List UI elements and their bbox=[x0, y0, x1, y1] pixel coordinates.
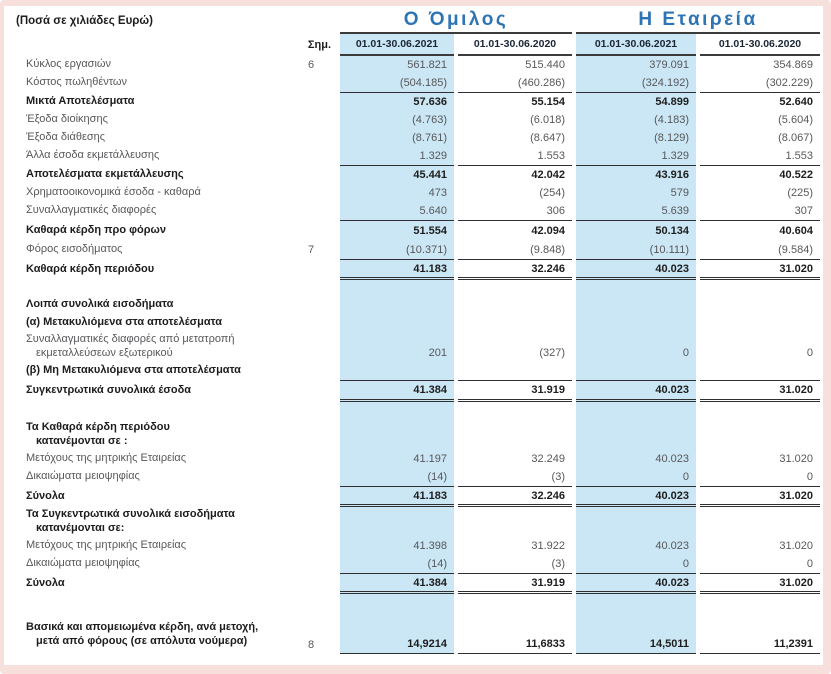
value-cell: 1.329 bbox=[340, 147, 454, 165]
value-cell: (9.584) bbox=[778, 244, 813, 256]
row-label bbox=[10, 362, 288, 380]
value-cell bbox=[340, 402, 454, 420]
value-cell: 31.919 bbox=[458, 380, 572, 402]
row-label-line: εκμεταλλεύσεων εξωτερικού bbox=[36, 347, 173, 359]
row-label-line: Συναλλαγματικές διαφορές από μετατροπή bbox=[26, 333, 235, 346]
value-cell bbox=[340, 420, 454, 450]
note-cell bbox=[288, 420, 334, 450]
value-cell bbox=[700, 362, 820, 380]
table-row bbox=[10, 362, 823, 380]
value-cell: 31.020 bbox=[700, 486, 820, 507]
value-cell: (302.229) bbox=[765, 77, 813, 89]
table-row bbox=[10, 129, 823, 147]
value-cell: 41.183 bbox=[340, 259, 454, 280]
value-cell: 41.384 bbox=[340, 380, 454, 402]
value-cell bbox=[340, 362, 454, 380]
value-cell: 379.091 bbox=[576, 56, 696, 74]
value-cell: (10.371) bbox=[340, 241, 454, 259]
value-cell: (8.761) bbox=[340, 129, 454, 147]
value-cell: 11,6833 bbox=[458, 616, 572, 654]
value-cell: 0 bbox=[806, 471, 813, 483]
value-cell: 307 bbox=[794, 205, 813, 217]
value-cell: (4.763) bbox=[340, 111, 454, 129]
table-row bbox=[10, 594, 823, 616]
value-cell: (6.018) bbox=[530, 114, 565, 126]
value-cell: 32.249 bbox=[531, 453, 565, 465]
financial-table bbox=[10, 56, 823, 654]
value-cell: 57.636 bbox=[340, 92, 454, 111]
table-row bbox=[10, 92, 823, 111]
value-cell bbox=[458, 362, 572, 380]
note-cell: 7 bbox=[307, 244, 315, 256]
value-cell: 561.821 bbox=[340, 56, 454, 74]
table-row bbox=[10, 486, 823, 507]
row-label-line: Συγκεντρωτικά συνολικά έσοδα bbox=[26, 384, 192, 397]
value-cell: 201 bbox=[340, 332, 454, 362]
row-label-line: Κόστος πωληθέντων bbox=[26, 76, 128, 89]
note-cell bbox=[288, 468, 334, 486]
note-cell bbox=[288, 220, 334, 241]
row-label bbox=[10, 129, 288, 147]
row-label-line: Μετόχους της μητρικής Εταιρείας bbox=[26, 539, 187, 552]
table-row bbox=[10, 450, 823, 468]
value-cell: 11,2391 bbox=[700, 616, 820, 654]
note-cell: 8 bbox=[307, 639, 315, 651]
period-header-cell: 01.01-30.06.2020 bbox=[458, 34, 572, 56]
row-label-line: κατανέμονται σε : bbox=[36, 435, 128, 447]
value-cell: 5.640 bbox=[340, 202, 454, 220]
table-row bbox=[10, 56, 823, 74]
row-label-line: μετά από φόρους (σε απόλυτα νούμερα) bbox=[36, 635, 248, 647]
value-cell: 40.023 bbox=[576, 573, 696, 594]
value-cell: 0 bbox=[806, 347, 813, 359]
value-cell bbox=[700, 507, 820, 537]
table-row bbox=[10, 74, 823, 92]
table-header-periods bbox=[10, 34, 823, 56]
value-cell: 32.246 bbox=[458, 259, 572, 280]
value-cell: 306 bbox=[546, 205, 565, 217]
note-cell bbox=[288, 332, 334, 362]
row-label-line: Δικαιώματα μειοψηφίας bbox=[26, 557, 140, 570]
row-label bbox=[10, 111, 288, 129]
value-cell: 42.094 bbox=[458, 220, 572, 241]
value-cell: 40.522 bbox=[700, 165, 820, 184]
note-cell bbox=[288, 573, 334, 594]
value-cell: 31.922 bbox=[531, 540, 565, 552]
value-cell bbox=[700, 280, 820, 296]
value-cell: 42.042 bbox=[458, 165, 572, 184]
value-cell: 40.023 bbox=[576, 380, 696, 402]
note-cell bbox=[288, 259, 334, 280]
row-label bbox=[10, 420, 288, 450]
table-row bbox=[10, 184, 823, 202]
value-cell bbox=[458, 594, 572, 616]
value-cell: (504.185) bbox=[340, 74, 454, 92]
row-label-line: Καθαρά κέρδη προ φόρων bbox=[26, 223, 166, 236]
value-cell bbox=[700, 314, 820, 332]
value-cell: 52.640 bbox=[700, 92, 820, 111]
group-header-omilos bbox=[340, 8, 572, 34]
value-cell bbox=[700, 420, 820, 450]
value-cell bbox=[458, 507, 572, 537]
period-header-cell: 01.01-30.06.2020 bbox=[700, 34, 820, 56]
value-cell: 1.329 bbox=[576, 147, 696, 165]
row-label-line: Τα Καθαρά κέρδη περιόδου bbox=[26, 421, 170, 434]
row-label-line: Κύκλος εργασιών bbox=[26, 58, 112, 71]
note-cell bbox=[288, 202, 334, 220]
value-cell: (3) bbox=[551, 558, 565, 570]
row-label bbox=[10, 184, 288, 202]
value-cell: 51.554 bbox=[340, 220, 454, 241]
row-label-line: Βασικά και απομειωμένα κέρδη, ανά μετοχή, bbox=[26, 621, 259, 634]
value-cell: 41.197 bbox=[340, 450, 454, 468]
value-cell: 40.023 bbox=[576, 259, 696, 280]
note-cell bbox=[288, 74, 334, 92]
value-cell: 40.604 bbox=[700, 220, 820, 241]
table-row bbox=[10, 380, 823, 402]
row-label-line: Συναλλαγματικές διαφορές bbox=[26, 204, 157, 217]
value-cell bbox=[576, 507, 696, 537]
row-label bbox=[10, 380, 288, 402]
value-cell: 50.134 bbox=[576, 220, 696, 241]
note-cell bbox=[288, 486, 334, 507]
value-cell: 40.023 bbox=[576, 537, 696, 555]
value-cell: 0 bbox=[576, 555, 696, 573]
group-title: Η Εταιρεία bbox=[638, 9, 758, 30]
note-cell bbox=[288, 594, 334, 616]
value-cell: (10.111) bbox=[576, 241, 696, 259]
table-row bbox=[10, 241, 823, 259]
note-cell bbox=[288, 111, 334, 129]
note-cell bbox=[288, 402, 334, 420]
row-label-line: Σύνολα bbox=[26, 489, 65, 502]
value-cell bbox=[576, 296, 696, 314]
value-cell bbox=[340, 296, 454, 314]
row-label bbox=[10, 314, 288, 332]
period-header-cell: 01.01-30.06.2021 bbox=[340, 34, 454, 56]
value-cell bbox=[576, 402, 696, 420]
row-label-line: Δικαιώματα μειοψηφίας bbox=[26, 470, 140, 483]
value-cell: (4.183) bbox=[576, 111, 696, 129]
note-cell bbox=[288, 380, 334, 402]
value-cell: 31.020 bbox=[700, 380, 820, 402]
value-cell: 0 bbox=[576, 468, 696, 486]
row-label-line: Μικτά Αποτελέσματα bbox=[26, 94, 135, 107]
note-cell bbox=[288, 147, 334, 165]
row-label bbox=[10, 220, 288, 241]
value-cell: 14,5011 bbox=[576, 616, 696, 654]
row-label bbox=[10, 165, 288, 184]
table-row bbox=[10, 507, 823, 537]
note-cell bbox=[288, 537, 334, 555]
row-label-line: Λοιπά συνολικά εισοδήματα bbox=[26, 298, 174, 311]
value-cell: 473 bbox=[340, 184, 454, 202]
value-cell: 0 bbox=[806, 558, 813, 570]
value-cell: 579 bbox=[576, 184, 696, 202]
financial-statement-sheet bbox=[4, 6, 823, 665]
note-cell bbox=[288, 129, 334, 147]
table-row bbox=[10, 555, 823, 573]
value-cell: 54.899 bbox=[576, 92, 696, 111]
value-cell bbox=[458, 296, 572, 314]
row-label-line: (α) Μετακυλιόμενα στα αποτελέσματα bbox=[26, 316, 223, 329]
value-cell bbox=[340, 280, 454, 296]
table-row bbox=[10, 616, 823, 654]
note-cell bbox=[288, 362, 334, 380]
value-cell bbox=[458, 314, 572, 332]
row-label-line: Αποτελέσματα εκμετάλλευσης bbox=[26, 167, 184, 180]
value-cell: 55.154 bbox=[458, 92, 572, 111]
value-cell: 31.919 bbox=[458, 573, 572, 594]
table-row bbox=[10, 220, 823, 241]
note-cell bbox=[288, 280, 334, 296]
row-label bbox=[10, 332, 288, 362]
value-cell: 41.183 bbox=[340, 486, 454, 507]
value-cell bbox=[576, 362, 696, 380]
note-cell: 6 bbox=[307, 59, 315, 71]
row-label-line: Καθαρά κέρδη περιόδου bbox=[26, 262, 155, 275]
table-row bbox=[10, 259, 823, 280]
value-cell: 14,9214 bbox=[340, 616, 454, 654]
value-cell bbox=[700, 402, 820, 420]
table-row bbox=[10, 537, 823, 555]
note-column-header: Σημ. bbox=[307, 39, 331, 51]
row-label bbox=[10, 259, 288, 280]
row-label bbox=[10, 92, 288, 111]
note-cell bbox=[288, 314, 334, 332]
group-header-etaireia bbox=[576, 8, 820, 34]
value-cell bbox=[576, 314, 696, 332]
value-cell bbox=[576, 420, 696, 450]
note-cell bbox=[288, 184, 334, 202]
row-label bbox=[10, 74, 288, 92]
value-cell bbox=[340, 507, 454, 537]
table-row bbox=[10, 332, 823, 362]
value-cell bbox=[340, 594, 454, 616]
note-cell bbox=[288, 296, 334, 314]
row-label-line: Μετόχους της μητρικής Εταιρείας bbox=[26, 452, 187, 465]
row-label bbox=[10, 202, 288, 220]
value-cell: 0 bbox=[576, 332, 696, 362]
table-row bbox=[10, 468, 823, 486]
value-cell: (324.192) bbox=[576, 74, 696, 92]
value-cell: (9.848) bbox=[530, 244, 565, 256]
value-cell: 43.916 bbox=[576, 165, 696, 184]
row-label-line: (β) Μη Μετακυλιόμενα στα αποτελέσματα bbox=[26, 364, 241, 377]
value-cell: (460.286) bbox=[517, 77, 565, 89]
table-row bbox=[10, 280, 823, 296]
value-cell bbox=[700, 594, 820, 616]
note-cell bbox=[288, 450, 334, 468]
value-cell: (5.604) bbox=[778, 114, 813, 126]
value-cell: (14) bbox=[340, 555, 454, 573]
value-cell: 31.020 bbox=[700, 259, 820, 280]
units-label: (Ποσά σε χιλιάδες Ευρώ) bbox=[16, 15, 153, 27]
row-label bbox=[10, 147, 288, 165]
row-label-line: Τα Συγκεντρωτικά συνολικά εισοδήματα bbox=[26, 508, 235, 521]
row-label-line: Έξοδα διάθεσης bbox=[26, 131, 106, 144]
row-label bbox=[10, 296, 288, 314]
row-label bbox=[10, 241, 288, 259]
value-cell: 1.553 bbox=[537, 150, 565, 162]
period-header-cell: 01.01-30.06.2021 bbox=[576, 34, 696, 56]
row-label bbox=[10, 537, 288, 555]
row-label bbox=[10, 616, 288, 654]
row-label bbox=[10, 280, 288, 296]
group-title: Ο Όμιλος bbox=[403, 9, 509, 30]
row-label bbox=[10, 594, 288, 616]
value-cell bbox=[340, 314, 454, 332]
table-row bbox=[10, 573, 823, 594]
value-cell bbox=[576, 594, 696, 616]
value-cell: 40.023 bbox=[576, 450, 696, 468]
row-label bbox=[10, 573, 288, 594]
value-cell: 40.023 bbox=[576, 486, 696, 507]
value-cell: 31.020 bbox=[779, 540, 813, 552]
note-cell bbox=[288, 507, 334, 537]
value-cell: 5.639 bbox=[576, 202, 696, 220]
note-cell bbox=[288, 92, 334, 111]
table-row bbox=[10, 420, 823, 450]
value-cell bbox=[458, 280, 572, 296]
value-cell: 45.441 bbox=[340, 165, 454, 184]
value-cell bbox=[458, 420, 572, 450]
value-cell: (14) bbox=[340, 468, 454, 486]
value-cell bbox=[458, 402, 572, 420]
row-label-line: Φόρος εισοδήματος bbox=[26, 243, 123, 256]
value-cell: (8.129) bbox=[576, 129, 696, 147]
value-cell: 1.553 bbox=[785, 150, 813, 162]
value-cell: 32.246 bbox=[458, 486, 572, 507]
row-label bbox=[10, 486, 288, 507]
row-label bbox=[10, 402, 288, 420]
value-cell: 41.398 bbox=[340, 537, 454, 555]
row-label bbox=[10, 468, 288, 486]
row-label-line: κατανέμονται σε: bbox=[36, 522, 125, 534]
table-row bbox=[10, 296, 823, 314]
row-label-line: Άλλα έσοδα εκμετάλλευσης bbox=[26, 149, 160, 162]
value-cell: 31.020 bbox=[779, 453, 813, 465]
row-label-line: Έξοδα διοίκησης bbox=[26, 113, 108, 126]
table-row bbox=[10, 402, 823, 420]
value-cell: (8.067) bbox=[778, 132, 813, 144]
value-cell: (8.647) bbox=[530, 132, 565, 144]
value-cell: 31.020 bbox=[700, 573, 820, 594]
value-cell: (225) bbox=[787, 187, 813, 199]
row-label-line: Σύνολα bbox=[26, 576, 65, 589]
note-cell bbox=[288, 555, 334, 573]
value-cell: (327) bbox=[539, 347, 565, 359]
table-row bbox=[10, 165, 823, 184]
note-cell bbox=[288, 165, 334, 184]
table-row bbox=[10, 202, 823, 220]
value-cell: (3) bbox=[551, 471, 565, 483]
value-cell bbox=[700, 296, 820, 314]
value-cell: (254) bbox=[539, 187, 565, 199]
table-row bbox=[10, 147, 823, 165]
row-label bbox=[10, 450, 288, 468]
value-cell: 515.440 bbox=[525, 59, 565, 71]
row-label bbox=[10, 555, 288, 573]
row-label bbox=[10, 56, 288, 74]
value-cell: 41.384 bbox=[340, 573, 454, 594]
table-header-titles bbox=[10, 8, 823, 34]
table-row bbox=[10, 314, 823, 332]
row-label bbox=[10, 507, 288, 537]
value-cell: 354.869 bbox=[773, 59, 813, 71]
table-row bbox=[10, 111, 823, 129]
value-cell bbox=[576, 280, 696, 296]
row-label-line: Χρηματοοικονομικά έσοδα - καθαρά bbox=[26, 186, 201, 199]
